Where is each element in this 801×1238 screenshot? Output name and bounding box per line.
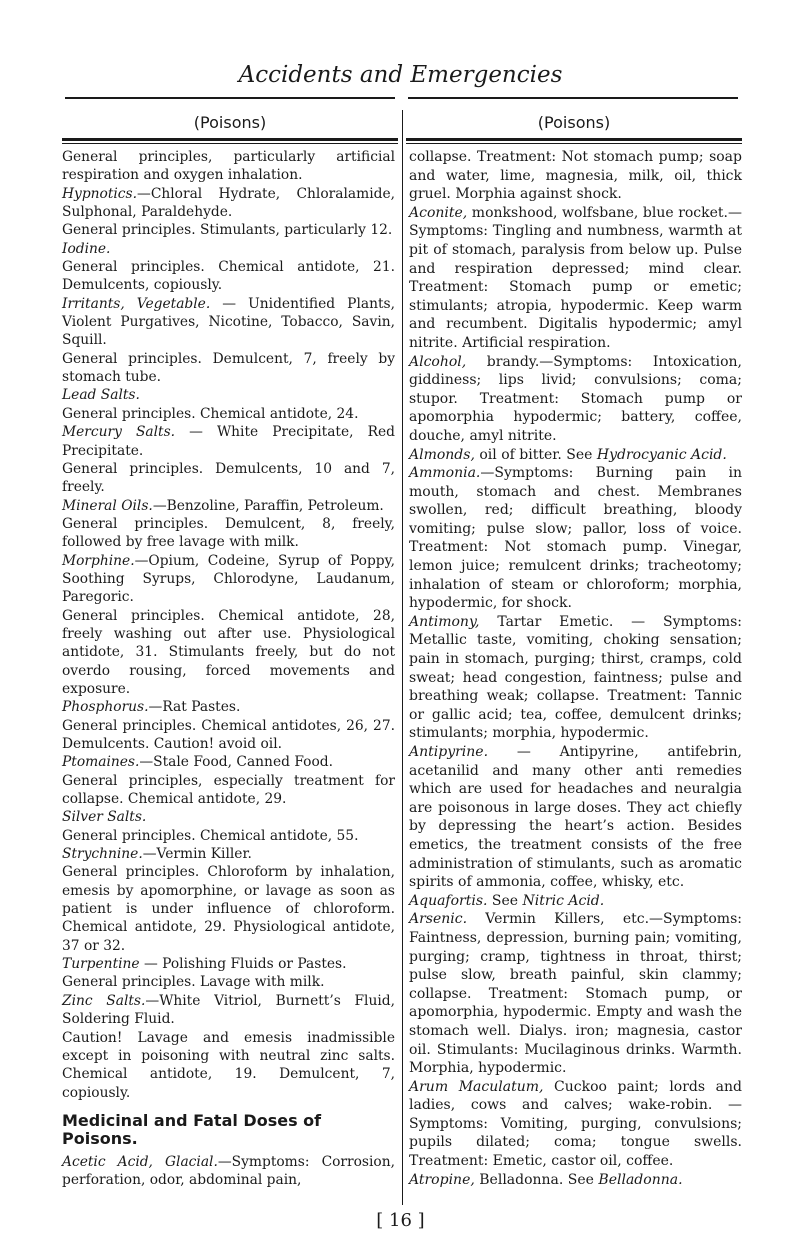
entry-term: Turpentine [62, 956, 140, 973]
entry-term: Acetic Acid, Glacial. [62, 1153, 218, 1170]
entry-term: Mercury Salts. [62, 424, 176, 441]
cross-reference: Hydrocyanic Acid. [596, 446, 727, 463]
entry-arsenic: Arsenic. Vermin Killers, etc.—Symptoms: Faintness, depression, burning pain; vomiting, purging; cramp, tightness in throat, thirst; pulse slow, breath painful, skin clammy; collapse. Treatment: Stomach pump, or apomorphia, hypodermic. Empty and wash the stomach well. Dialys. iron; magnesia, castor oil. Stimulants: Mucilaginous drinks. Warmth. Morphia, hypodermic. [409, 911, 742, 1077]
entry-almonds: Almonds, oil of bitter. See Hydrocyanic Acid. [409, 446, 727, 463]
cross-reference: Nitric Acid. [522, 892, 605, 909]
entry-term: Phosphorus. [62, 699, 149, 716]
left-header-rule-thin [62, 143, 398, 144]
entry-mercury-salts: Mercury Salts. — White Precipitate, Red Precipitate. [62, 424, 395, 459]
paragraph: General principles. Chloroform by inhalation, emesis by apomorphine, or lavage as soon as patient is under influence of chloroform. Chemical antidote, 29. Physiological antidote, 37 or 32. [62, 864, 395, 954]
entry-aconite: Aconite, monkshood, wolfsbane, blue rocket.—Symptoms: Tingling and numbness, warmth at pit of stomach, paralysis from below up. Pulse and respiration depressed; mind clear. Treatment: Stomach pump or emetic; stimulants; atropia, hypodermic. Keep warm and recumbent. Digitalis hypodermic; amyl nitrite. Artificial respiration. [409, 204, 742, 351]
entry-term: Hypnotics. [62, 185, 138, 202]
entry-term: Aquafortis. [409, 892, 488, 909]
paragraph: General principles. Demulcent, 7, freely by stomach tube. [62, 350, 395, 386]
entry-term: Aconite, [409, 204, 468, 221]
entry-aquafortis: Aquafortis. See Nitric Acid. [409, 892, 605, 909]
entry-arum-maculatum: Arum Maculatum, Cuckoo paint; lords and ladies, cows and calves; wake-robin. —Symptoms: Vomiting, purging, convulsions; pupils dilated; coma; tongue swells. Treatment: Emetic, castor oil, coffee. [409, 1078, 742, 1170]
right-column-header: (Poisons) [537, 113, 611, 132]
paragraph: Caution! Lavage and emesis inadmissible except in poisoning with neutral zinc salts. Chemical antidote, 19. Demulcent, 7, copiously. [62, 1029, 395, 1101]
entry-strychnine: Strychnine.—Vermin Killer. [62, 846, 252, 863]
entry-term: Arum Maculatum, [409, 1078, 544, 1095]
entry-acetic-acid: Acetic Acid, Glacial.—Symptoms: Corrosion, perforation, odor, abdominal pain, [62, 1153, 395, 1188]
cross-reference: Belladonna. [598, 1171, 683, 1188]
page-number: [ 16 ] [376, 1210, 425, 1231]
left-column [62, 148, 395, 1189]
entry-mineral-oils: Mineral Oils.—Benzoline, Paraffin, Petroleum. [62, 497, 384, 514]
entry-term: Strychnine. [62, 846, 143, 863]
entry-ptomaines: Ptomaines.—Stale Food, Canned Food. [62, 754, 333, 771]
entry-alcohol: Alcohol, brandy.—Symptoms: Intoxication, giddiness; lips livid; convulsions; coma; stupor. Treatment: Stomach pump or apomorphia hypodermic; battery, coffee, douche, amyl nitrite. [409, 353, 742, 444]
page-title: Accidents and Emergencies [238, 62, 563, 88]
entry-morphine: Morphine.—Opium, Codeine, Syrup of Poppy, Soothing Syrups, Chlorodyne, Laudanum, Paregoric. [62, 552, 395, 606]
section-heading: Medicinal and Fatal Doses of Poisons. [62, 1110, 322, 1149]
title-rule-left [65, 97, 395, 99]
entry-iodine: Iodine. [62, 240, 111, 257]
entry-zinc-salts: Zinc Salts.—White Vitriol, Burnett’s Fluid, Soldering Fluid. [62, 992, 395, 1028]
paragraph: General principles. Demulcent, 8, freely, followed by free lavage with milk. [62, 515, 395, 551]
paragraph: General principles. Chemical antidote, 55. [62, 827, 359, 844]
column-divider [402, 110, 403, 1205]
entry-term: Ptomaines. [62, 754, 140, 771]
entry-term: Ammonia. [409, 465, 481, 482]
right-header-rule-thin [406, 143, 742, 144]
paragraph: General principles, especially treatment for collapse. Chemical antidote, 29. [62, 772, 395, 808]
entry-turpentine: Turpentine — Polishing Fluids or Pastes. [62, 956, 347, 973]
entry-term: Almonds, [409, 446, 475, 463]
entry-irritants: Irritants, Vegetable. — Unidentified Plants, Violent Purgatives, Nicotine, Tobacco, Savin, Squill. [62, 295, 395, 349]
entry-term: Arsenic. [409, 911, 468, 928]
paragraph: General principles, particularly artificial respiration and oxygen inhalation. [62, 149, 395, 184]
paragraph: General principles. Chemical antidote, 24. [62, 405, 359, 422]
left-header-rule [62, 138, 398, 141]
right-column [409, 148, 742, 1189]
entry-term: Antipyrine. [409, 744, 489, 760]
paragraph: General principles. Demulcents, 10 and 7, freely. [62, 460, 395, 496]
left-column-header: (Poisons) [193, 113, 267, 132]
entry-ammonia: Ammonia.—Symptoms: Burning pain in mouth, stomach and chest. Membranes swollen, red; difficult breathing, bloody vomiting; pulse slow; pallor, loss of voice. Treatment: Not stomach pump. Vinegar, lemon juice; remulcent drinks; tracheotomy; inhalation of steam or chloroform; morphia, hypodermic, for shock. [409, 465, 742, 612]
entry-term: Zinc Salts. [62, 992, 146, 1009]
entry-antipyrine: Antipyrine. — Antipyrine, antifebrin, acetanilid and many other anti remedies which are used for headaches and neuralgia are poisonous in large doses. They act chiefly by depressing the heart’s action. Besides emetics, the treatment consists of the free administration of stimulants, such as aromatic spirits of ammonia, coffee, whisky, etc. [409, 744, 742, 891]
right-header-rule [406, 138, 742, 141]
entry-term: Morphine. [62, 552, 135, 569]
entry-term: Antimony, [409, 613, 480, 630]
entry-lead-salts: Lead Salts. [62, 387, 140, 404]
entry-hypnotics: Hypnotics.—Chloral Hydrate, Chloralamide, Sulphonal, Paraldehyde. [62, 185, 395, 221]
entry-phosphorus: Phosphorus.—Rat Pastes. [62, 699, 241, 716]
paragraph: General principles. Lavage with milk. [62, 974, 325, 991]
paragraph: General principles. Stimulants, particularly 12. [62, 222, 393, 239]
paragraph: General principles. Chemical antidote, 21. Demulcents, copiously. [62, 259, 395, 294]
paragraph: collapse. Treatment: Not stomach pump; soap and water, lime, magnesia, milk, oil, thick gruel. Morphia against shock. [409, 149, 742, 203]
entry-antimony: Antimony, Tartar Emetic. — Symptoms: Metallic taste, vomiting, choking sensation; pain in stomach, purging; thirst, cramps, cold sweat; head congestion, faintness; pulse and breathing weak; collapse. Treatment: Tannic or gallic acid; tea, coffee, demulcent drinks; stimulants; morphia, hypodermic. [409, 613, 742, 742]
entry-term: Mineral Oils. [62, 497, 153, 514]
paragraph: General principles. Chemical antidotes, 26, 27. Demulcents. Caution! avoid oil. [62, 717, 395, 752]
entry-silver-salts: Silver Salts. [62, 809, 147, 826]
entry-term: Irritants, Vegetable. [62, 295, 211, 312]
entry-term: Alcohol, [409, 353, 467, 370]
title-rule-right [408, 97, 738, 99]
entry-term: Atropine, [409, 1171, 475, 1188]
entry-atropine: Atropine, Belladonna. See Belladonna. [409, 1171, 683, 1188]
paragraph: General principles. Chemical antidote, 28, freely washing out after use. Physiological antidote, 31. Stimulants freely, but do not overdo rousing, forced movements and exposure. [62, 607, 395, 697]
